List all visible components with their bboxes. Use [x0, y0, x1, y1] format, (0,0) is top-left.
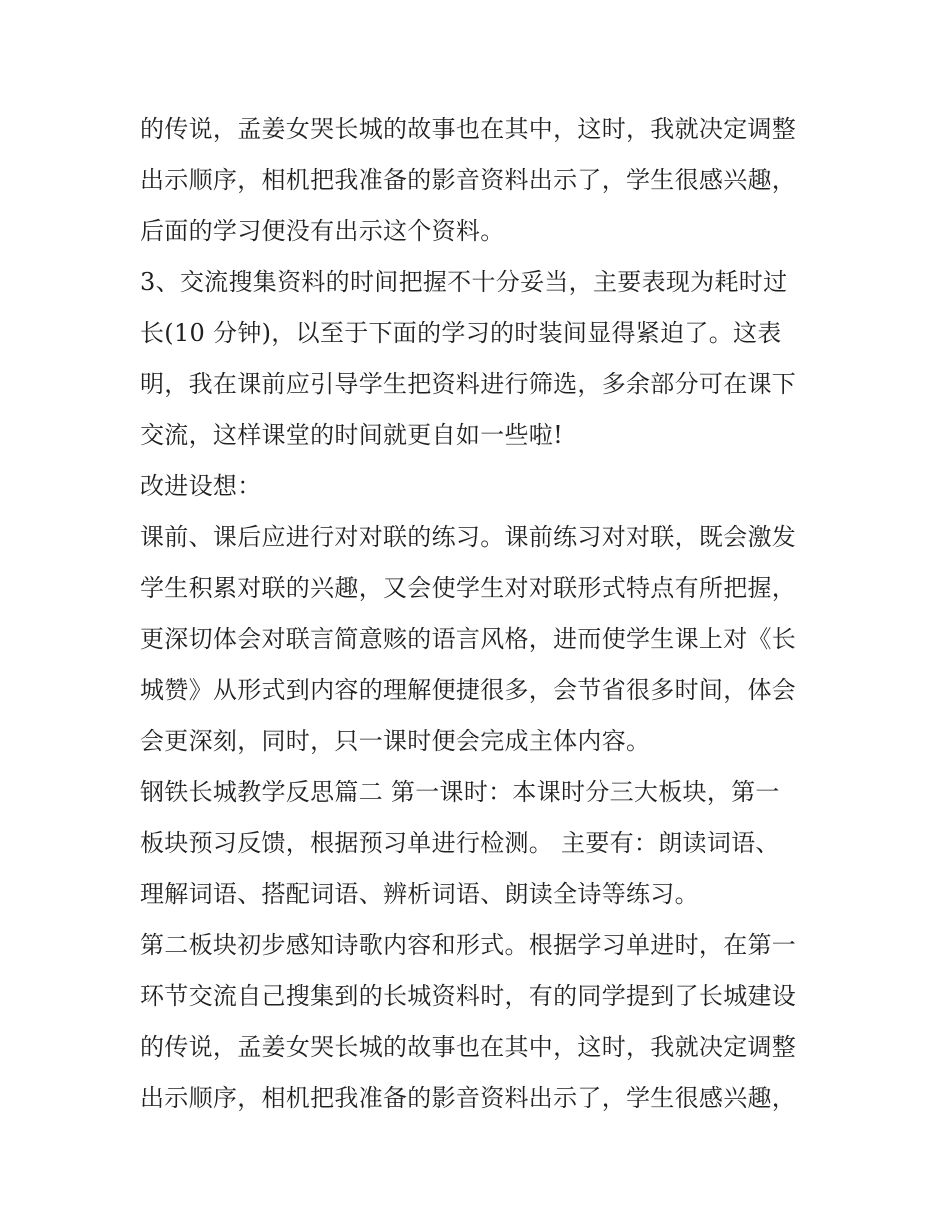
text-line: 会更深刻，同时，只一课时便会完成主体内容。	[140, 727, 651, 755]
text-line: 钢铁长城教学反思篇二 第一课时：本课时分三大板块，第一	[140, 778, 780, 806]
text-line: 更深切体会对联言简意赅的语言风格，进而使学生课上对《长	[140, 625, 797, 653]
section-heading: 改进设想：	[140, 472, 262, 500]
text-line: 的传说，孟姜女哭长城的故事也在其中，这时，我就决定调整	[140, 1033, 797, 1061]
text-line: 第二板块初步感知诗歌内容和形式。根据学习单进时，在第一	[140, 931, 797, 959]
text-line: 3、交流搜集资料的时间把握不十分妥当，主要表现为耗时过	[140, 268, 788, 296]
text-line: 出示顺序，相机把我准备的影音资料出示了，学生很感兴趣，	[140, 166, 797, 194]
text-line: 交流，这样课堂的时间就更自如一些啦!	[140, 421, 564, 449]
text-line: 环节交流自己搜集到的长城资料时，有的同学提到了长城建设	[140, 982, 797, 1010]
text-line: 课前、课后应进行对对联的练习。课前练习对对联，既会激发	[140, 523, 797, 551]
text-line: 明，我在课前应引导学生把资料进行筛选，多余部分可在课下	[140, 370, 797, 398]
text-line: 学生积累对联的兴趣，又会使学生对对联形式特点有所把握，	[140, 574, 797, 602]
text-line: 出示顺序，相机把我准备的影音资料出示了，学生很感兴趣，	[140, 1084, 797, 1112]
text-line: 城赞》从形式到内容的理解便捷很多，会节省很多时间，体会	[140, 676, 797, 704]
text-line: 长(10 分钟)，以至于下面的学习的时装间显得紧迫了。这表	[140, 319, 782, 347]
text-line: 后面的学习便没有出示这个资料。	[140, 217, 505, 245]
text-line: 板块预习反馈，根据预习单进行检测。 主要有：朗读词语、	[140, 829, 780, 857]
text-line: 理解词语、搭配词语、辨析词语、朗读全诗等练习。	[140, 880, 699, 908]
text-line: 的传说，孟姜女哭长城的故事也在其中，这时，我就决定调整	[140, 115, 797, 143]
